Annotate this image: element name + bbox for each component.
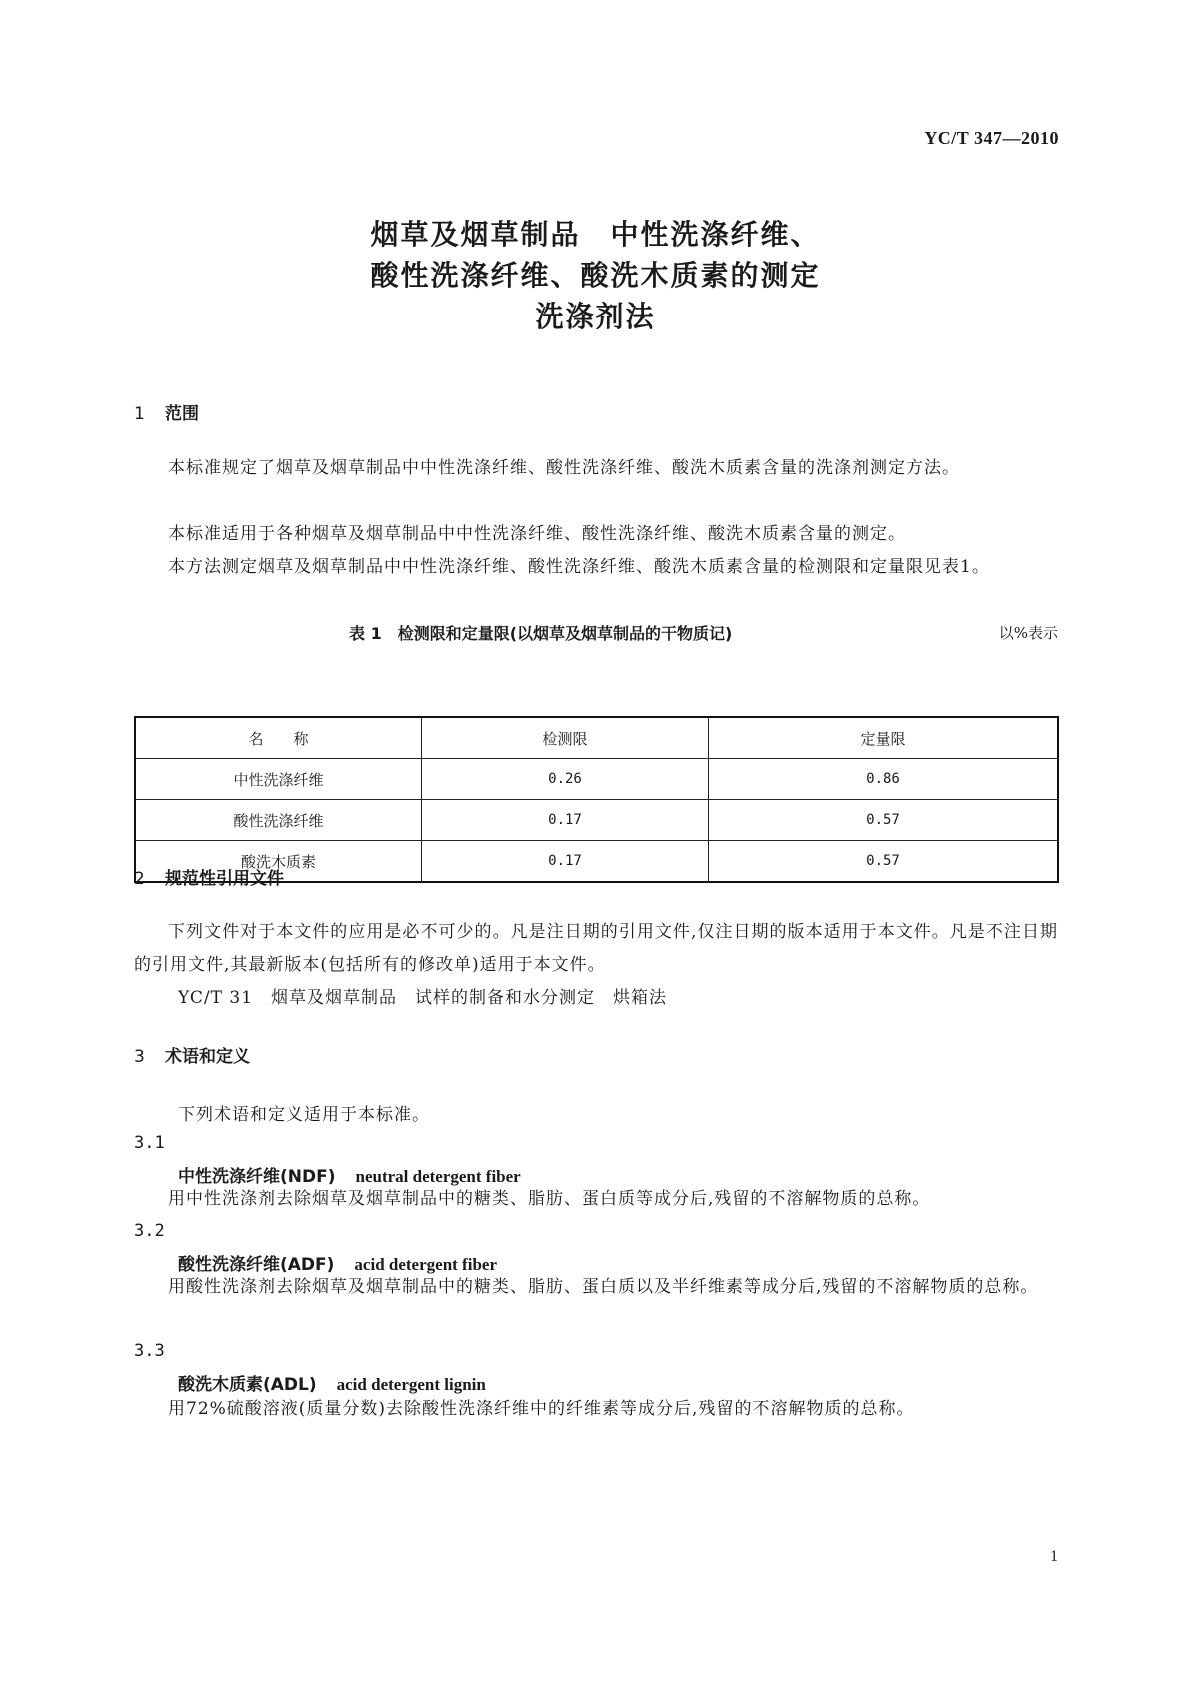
section-3-heading [134, 1042, 250, 1067]
term-english: acid detergent lignin [336, 1375, 486, 1394]
term-chinese: 中性洗涤纤维(NDF) [178, 1167, 336, 1187]
term-definition: 用酸性洗涤剂去除烟草及烟草制品中的糖类、脂肪、蛋白质以及半纤维素等成分后,残留的不溶解物质的总称。 [168, 1277, 1039, 1297]
term-number: 3.3 [134, 1341, 165, 1361]
table-row [135, 800, 1058, 841]
section-1-heading [134, 399, 199, 424]
table-cell: 0.17 [422, 841, 709, 883]
table-cell: 0.17 [422, 800, 709, 841]
term-heading [178, 1370, 486, 1395]
section-1-paragraph-3: 本方法测定烟草及烟草制品中中性洗涤纤维、酸性洗涤纤维、酸洗木质素含量的检测限和定量限见表1。 [168, 557, 990, 577]
table-cell: 酸性洗涤纤维 [135, 800, 422, 841]
section-1-paragraph-2: 本标准适用于各种烟草及烟草制品中中性洗涤纤维、酸性洗涤纤维、酸洗木质素含量的测定。 [168, 524, 906, 544]
document-title-line-3: 洗涤剂法 [535, 300, 656, 333]
table-cell: 酸洗木质素 [135, 841, 422, 883]
term-chinese: 酸洗木质素(ADL) [178, 1375, 317, 1395]
section-number: 3 [134, 1047, 145, 1067]
normative-reference: YC/T 31 烟草及烟草制品 试样的制备和水分测定 烘箱法 [178, 988, 668, 1008]
term-english: acid detergent fiber [354, 1255, 497, 1274]
document-title-line-2: 酸性洗涤纤维、酸洗木质素的测定 [370, 259, 821, 292]
term-definition: 用72%硫酸溶液(质量分数)去除酸性洗涤纤维中的纤维素等成分后,残留的不溶解物质的总称。 [168, 1399, 915, 1419]
table-cell: 0.86 [709, 759, 1059, 800]
table-row [135, 759, 1058, 800]
section-2-heading [134, 864, 284, 889]
table-caption: 表 1 检测限和定量限(以烟草及烟草制品的干物质记) [349, 624, 733, 643]
section-number: 2 [134, 869, 145, 889]
term-chinese: 酸性洗涤纤维(ADF) [178, 1255, 335, 1275]
section-title: 术语和定义 [165, 1047, 250, 1067]
header-detection-limit: 检测限 [422, 717, 709, 759]
document-title-line-1: 烟草及烟草制品 中性洗涤纤维、 [370, 218, 821, 251]
table-header-row [135, 717, 1058, 759]
section-2-paragraph: 下列文件对于本文件的应用是必不可少的。凡是注日期的引用文件,仅注日期的版本适用于本文件。凡是不注日期的引用文件,其最新版本(包括所有的修改单)适用于本文件。 [134, 922, 1058, 975]
header-name: 名 称 [135, 717, 422, 759]
section-1-paragraph-1: 本标准规定了烟草及烟草制品中中性洗涤纤维、酸性洗涤纤维、酸洗木质素含量的洗涤剂测定方法。 [168, 458, 960, 478]
term-number: 3.2 [134, 1221, 165, 1241]
term-definition: 用中性洗涤剂去除烟草及烟草制品中的糖类、脂肪、蛋白质等成分后,残留的不溶解物质的总称。 [168, 1189, 931, 1209]
table-cell: 0.26 [422, 759, 709, 800]
section-number: 1 [134, 404, 145, 424]
standard-code: YC/T 347—2010 [924, 128, 1059, 148]
table-cell: 0.57 [709, 800, 1059, 841]
section-3-intro: 下列术语和定义适用于本标准。 [178, 1105, 430, 1125]
section-title: 范围 [165, 404, 199, 424]
table-cell: 0.57 [709, 841, 1059, 883]
limits-table [134, 716, 1059, 883]
header-quantification-limit: 定量限 [709, 717, 1059, 759]
page-number: 1 [1050, 1548, 1058, 1565]
table-unit-note: 以%表示 [998, 624, 1058, 642]
term-english: neutral detergent fiber [355, 1167, 521, 1186]
term-number: 3.1 [134, 1133, 165, 1153]
table-cell: 中性洗涤纤维 [135, 759, 422, 800]
section-title: 规范性引用文件 [165, 869, 284, 889]
